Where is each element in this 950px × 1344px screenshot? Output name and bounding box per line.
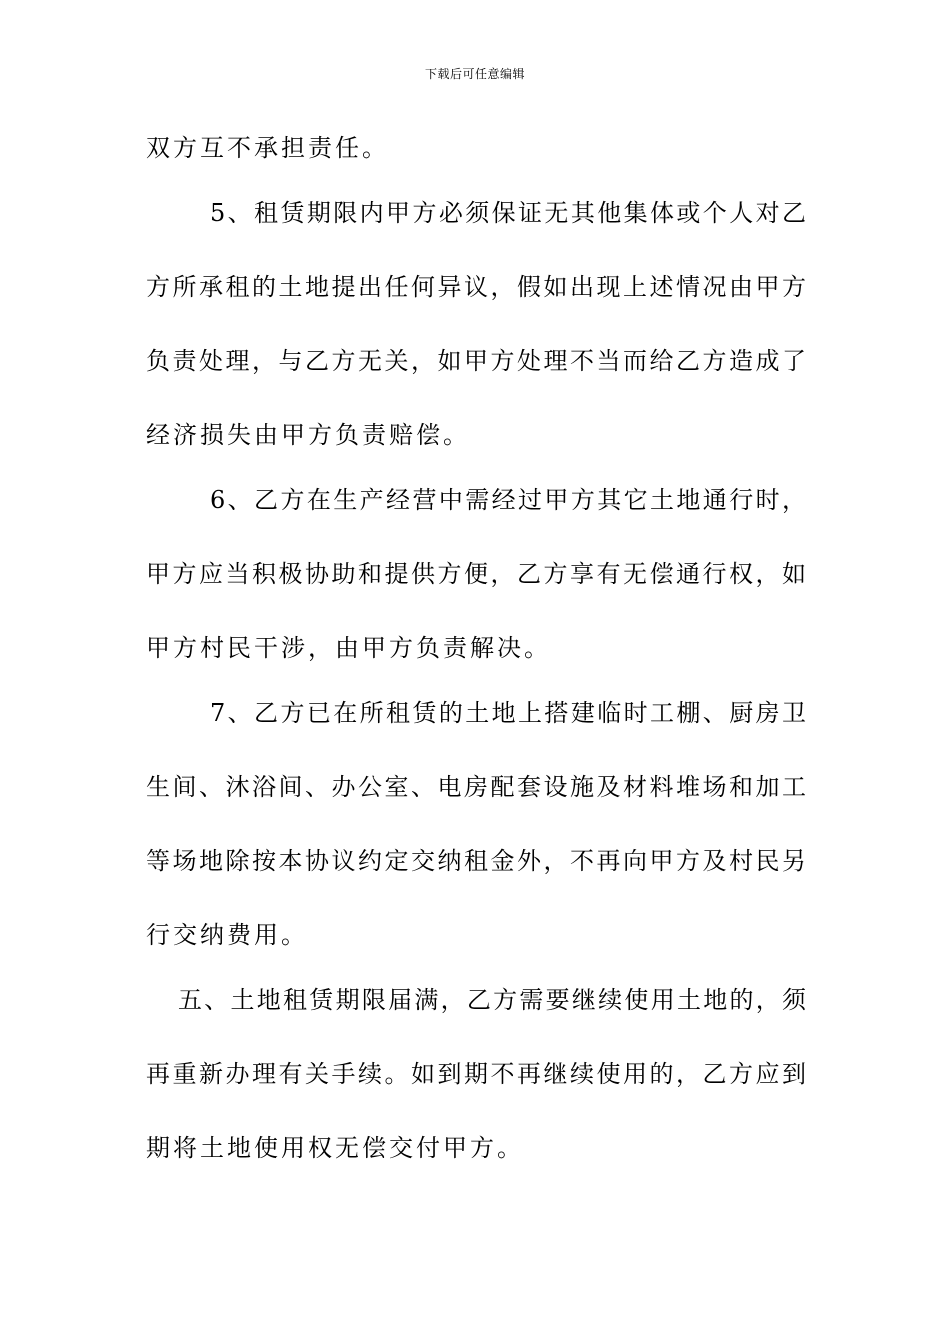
header-note: 下载后可任意编辑 [424,67,525,81]
text-line: 7、乙方已在所租赁的土地上搭建临时工棚、厨房卫 [210,699,806,727]
text-line: 甲方应当积极协助和提供方便，乙方享有无偿通行权，如 [146,560,806,588]
text-line: 负责处理，与乙方无关，如甲方处理不当而给乙方造成了 [146,347,806,375]
text-line: 行交纳费用。 [146,921,308,949]
text-line: 甲方村民干涉，由甲方负责解决。 [146,634,551,662]
text-line: 6、乙方在生产经营中需经过甲方其它土地通行时， [210,486,806,514]
text-line: 经济损失由甲方负责赔偿。 [146,421,470,449]
text-line: 五、土地租赁期限届满，乙方需要继续使用土地的，须 [178,986,806,1014]
text-line: 生间、沐浴间、办公室、电房配套设施及材料堆场和加工 [146,773,806,801]
text-line: 再重新办理有关手续。如到期不再继续使用的，乙方应到 [146,1060,806,1088]
text-line: 等场地除按本协议约定交纳租金外，不再向甲方及村民另 [146,847,806,875]
text-line: 期将土地使用权无偿交付甲方。 [146,1134,524,1162]
text-line: 方所承租的土地提出任何异议，假如出现上述情况由甲方 [146,273,806,301]
text-line: 5、租赁期限内甲方必须保证无其他集体或个人对乙 [210,199,806,227]
text-line: 双方互不承担责任。 [146,134,389,162]
